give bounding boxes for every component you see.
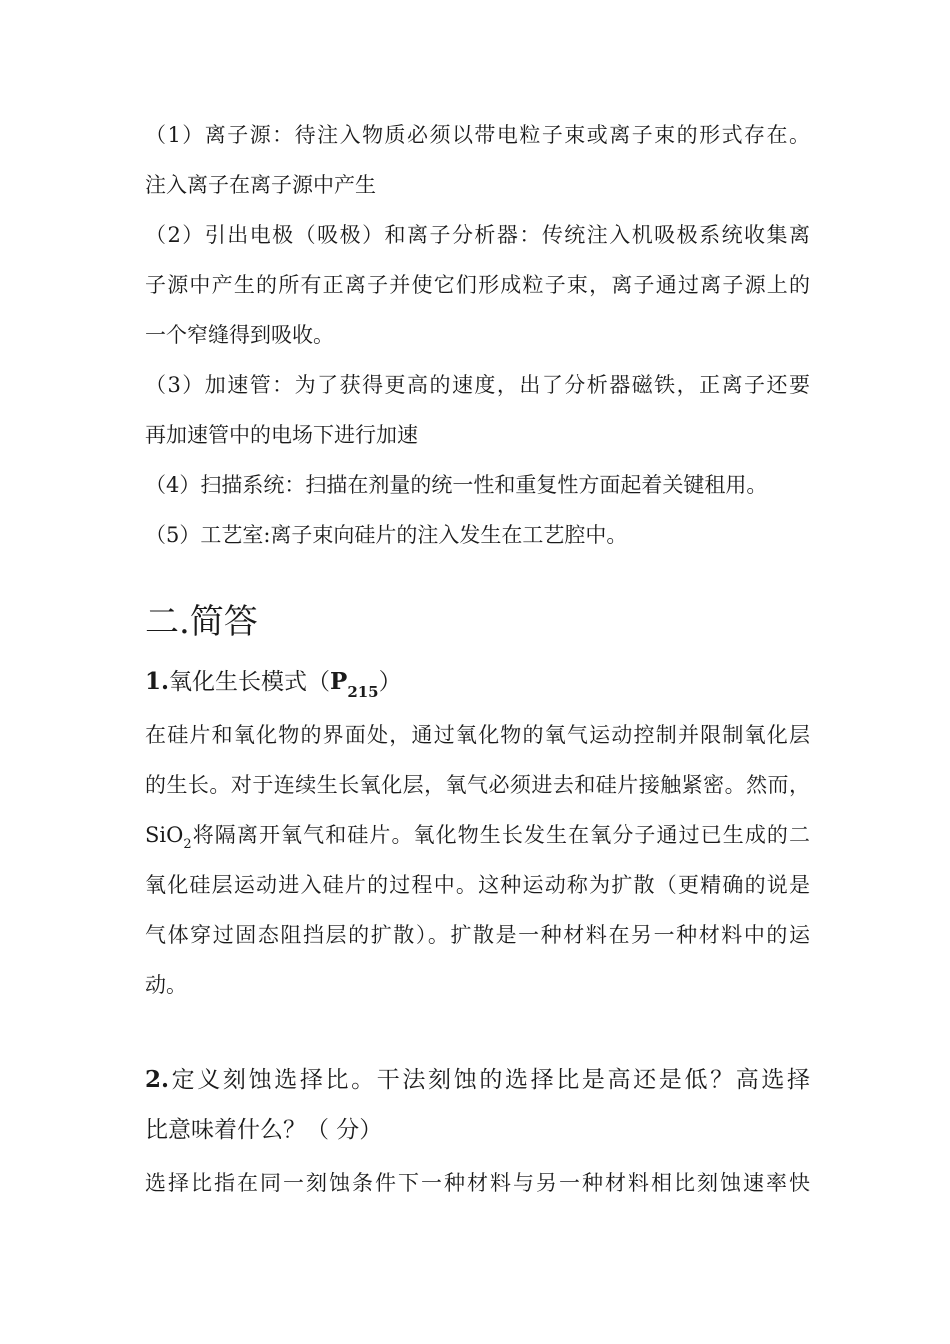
item-2-line-2: 子源中产生的所有正离子并使它们形成粒子束，离子通过离子源上的 [145, 273, 810, 297]
answer-1-line-2: 的生长。对于连续生长氧化层，氧气必须进去和硅片接触紧密。然而， [145, 773, 810, 797]
answer-1-line-3-text: 将隔离开氧气和硅片。氧化物生长发生在氧分子通过已生成的二 [191, 823, 810, 847]
item-3-line-1: （3）加速管：为了获得更高的速度，出了分析器磁铁，正离子还要 [145, 373, 810, 397]
question-1-ref-sub: 215 [347, 683, 379, 701]
item-2-line-1: （2）引出电极（吸极）和离子分析器：传统注入机吸极系统收集离 [145, 223, 810, 247]
question-1-title [145, 664, 810, 700]
sio2-subscript: 2 [183, 837, 192, 852]
answer-1-line-1: 在硅片和氧化物的界面处，通过氧化物的氧气运动控制并限制氧化层 [145, 723, 810, 747]
question-1-ref: P [330, 668, 348, 695]
answer-2-line-1: 选择比指在同一刻蚀条件下一种材料与另一种材料相比刻蚀速率快 [145, 1171, 810, 1195]
answer-1-line-6: 动。 [145, 973, 187, 997]
question-2-number: 2. [145, 1066, 170, 1093]
section-heading [145, 600, 810, 644]
item-4-line-1: （4）扫描系统：扫描在剂量的统一性和重复性方面起着关键租用。 [145, 473, 768, 497]
question-2-title-line-2: 比意味着什么？（ 分） [145, 1117, 383, 1143]
sio2-formula: SiO [145, 823, 184, 847]
item-1-line-2: 注入离子在离子源中产生 [145, 173, 376, 197]
question-1-number: 1. [145, 668, 170, 695]
question-1-title-end: ） [378, 669, 402, 695]
item-1-line-1: （1）离子源：待注入物质必须以带电粒子束或离子束的形式存在。 [145, 123, 810, 147]
item-2-line-3: 一个窄缝得到吸收。 [145, 323, 334, 347]
answer-1-line-3 [145, 820, 810, 850]
answer-1-line-4: 氧化硅层运动进入硅片的过程中。这种运动称为扩散（更精确的说是 [145, 873, 810, 897]
section-heading-text: 简答 [189, 602, 258, 642]
section-heading-number: 二. [145, 602, 190, 642]
item-5-line-1: （5）工艺室:离子束向硅片的注入发生在工艺腔中。 [145, 523, 628, 547]
question-1-title-text: 氧化生长模式（ [169, 669, 331, 695]
answer-1-line-5: 气体穿过固态阻挡层的扩散）。扩散是一种材料在另一种材料中的运 [145, 923, 810, 947]
question-2-title-line-1 [145, 1062, 810, 1098]
item-3-line-2: 再加速管中的电场下进行加速 [145, 423, 418, 447]
question-2-title-text: 定义刻蚀选择比。干法刻蚀的选择比是高还是低？高选择 [169, 1067, 810, 1093]
